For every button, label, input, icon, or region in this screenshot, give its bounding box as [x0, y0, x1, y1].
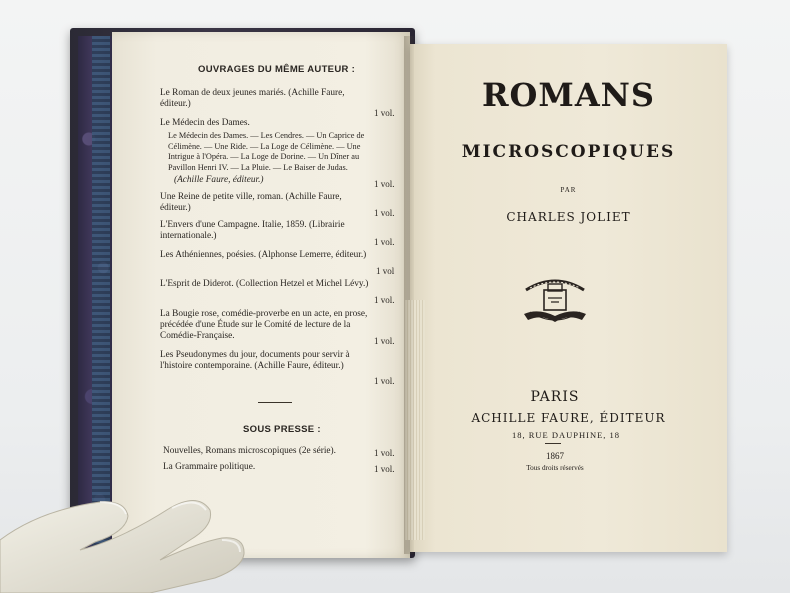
list-item: (Achille Faure, éditeur.) — [174, 175, 264, 185]
list-item: Une Reine de petite ville, roman. (Achille Faure, éditeur.) — [160, 192, 342, 213]
hand — [0, 480, 260, 593]
list-item: La Bougie rose, comédie-proverbe en un acte, en prose, précédée d'une Étude sur le Comité de lecture de la Comédie-Française. — [160, 309, 368, 341]
vol-count: 1 vol. — [374, 376, 395, 386]
list-item: Les Pseudonymes du jour, documents pour servir à l'histoire contemporaine. (Achille Faure, éditeur.) — [160, 350, 350, 371]
list-subitem: Le Médecin des Dames. — Les Cendres. — Un Caprice de Célimène. — Une Ride. — La Loge de Célimène. — Une Intrigue à l'Opéra. — La Loge de Dorine. — Un Dîner au Pavillon Henri IV. — La Pluie. — Le Baiser de Judas. — [168, 131, 365, 172]
divider — [258, 402, 292, 403]
spine-edge — [92, 36, 110, 551]
vol-count: 1 vol. — [374, 448, 395, 458]
vol-count: 1 vol. — [374, 179, 395, 189]
divider — [545, 443, 561, 444]
vol-count: 1 vol — [376, 266, 395, 276]
address: 18, RUE DAUPHINE, 18 — [511, 430, 621, 440]
press-heading: SOUS PRESSE : — [243, 424, 321, 435]
list-item: L'Esprit de Diderot. (Collection Hetzel et Michel Lévy.) — [160, 279, 369, 289]
vol-count: 1 vol. — [374, 108, 395, 118]
publisher: ACHILLE FAURE, ÉDITEUR — [471, 411, 666, 425]
city: PARIS — [530, 389, 580, 405]
publisher-emblem-icon — [520, 268, 590, 330]
vol-count: 1 vol. — [374, 295, 395, 305]
vol-count: 1 vol. — [374, 208, 395, 218]
list-item: Nouvelles, Romans microscopiques (2e série). — [163, 446, 336, 456]
list-item: L'Envers d'une Campagne. Italie, 1859. (Librairie internationale.) — [160, 220, 345, 241]
book-title: ROMANS — [481, 76, 656, 114]
rights-notice: Tous droits réservés — [526, 464, 584, 472]
vol-count: 1 vol. — [374, 464, 395, 474]
list-item: Les Athéniennes, poésies. (Alphonse Lemerre, éditeur.) — [160, 250, 367, 260]
vol-count: 1 vol. — [374, 336, 395, 346]
list-item: Le Médecin des Dames. — [160, 118, 250, 128]
par-label: PAR — [560, 186, 577, 194]
year: 1867 — [546, 451, 564, 461]
book-subtitle: MICROSCOPIQUES — [461, 142, 676, 162]
left-page-heading: OUVRAGES DU MÊME AUTEUR : — [198, 64, 356, 75]
list-item: Le Roman de deux jeunes mariés. (Achille Faure, éditeur.) — [160, 88, 345, 109]
author-name: CHARLES JOLIET — [506, 210, 631, 224]
vol-count: 1 vol. — [374, 237, 395, 247]
list-item: La Grammaire politique. — [163, 462, 256, 472]
